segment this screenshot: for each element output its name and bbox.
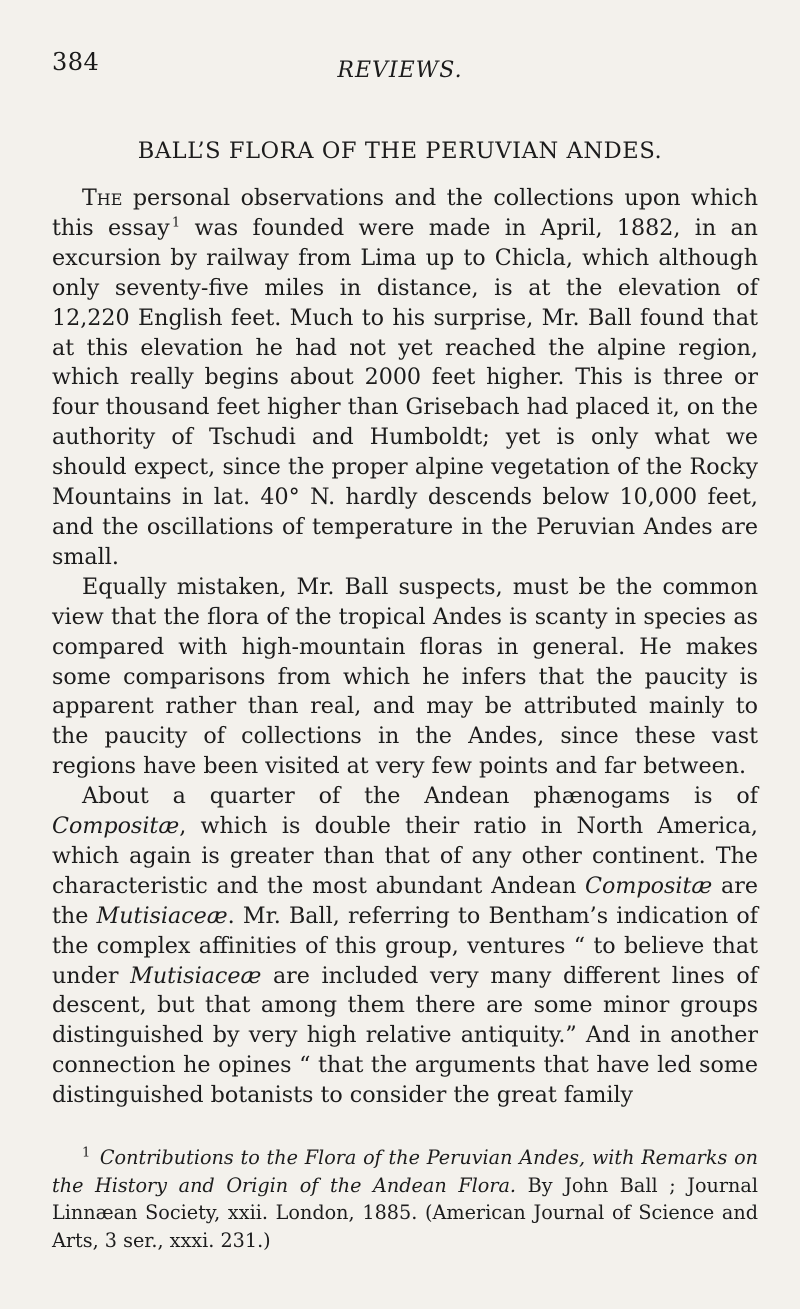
article-body	[52, 184, 758, 1111]
taxon-name: Mutisiaceæ	[96, 902, 228, 929]
footnotes	[52, 1144, 758, 1254]
paragraph-2: Equally mistaken, Mr. Ball suspects, must be the common view that the flora of the tropical Andes is scanty in species as compared with high-mountain floras in general. He makes some comparisons from which he infers that the paucity is apparent rather than real, and may be attributed mainly to the paucity of collections in the Andes, since these vast regions have been visited at very few points and far between.	[52, 573, 758, 780]
article-title: BALL’S FLORA OF THE PERUVIAN ANDES.	[137, 138, 663, 164]
taxon-name: Mutisiaceæ	[130, 962, 262, 989]
paragraph-text: , which is double their ratio in North America, which again is greater than that of any other continent. The characteristic and the most abundant Andean	[52, 813, 758, 899]
paragraph-1	[52, 184, 758, 573]
taxon-name: Compositæ	[52, 813, 180, 840]
footnote-cited-title: Contributions to the Flora of the Peruvian Andes, with Remarks on the History and Origin of the Andean Flora.	[52, 1146, 758, 1197]
paragraph-text: . Mr. Ball, referring to Bentham’s indication of the complex affinities of this group, ventures “ to believe that under	[52, 902, 759, 989]
page-number: 384	[52, 48, 100, 76]
paragraph-text: are included very many different lines of descent, but that among them there are some minor groups distinguished by very high relative antiquity.” And in another connection he opines “ that the arguments that have led some distinguished botanists to consider the great family	[52, 962, 759, 1109]
footnote-1	[52, 1144, 758, 1254]
paragraph-text: was founded were made in April, 1882, in an excursion by railway from Lima up to Chicla, which although only seventy-five miles in distance, is at the elevation of 12,220 English feet. Much to his surprise, Mr. Ball found that at this elevation he had not yet reached the alpine region, which really begins about 2000 feet higher. This is three or four thousand feet higher than Grisebach had placed it, on the authority of Tschudi and Humboldt; yet is only what we should expect, since the proper alpine vegetation of the Rocky Mountains in lat. 40° N. hardly descends below 10,000 feet, and the oscillations of temperature in the Peruvian Andes are small.	[52, 214, 758, 570]
paragraph-3	[52, 782, 758, 1111]
opening-word: The	[82, 185, 123, 211]
running-head: REVIEWS.	[337, 58, 463, 83]
footnote-citation: By John Ball ; Journal Linnæan Society, xxii. London, 1885. (American Journal of Science and Arts, 3 ser., xxxi. 231.)	[52, 1173, 758, 1252]
taxon-name: Compositæ	[585, 872, 713, 899]
paragraph-text: About a quarter of the Andean phænogams is of	[82, 783, 758, 810]
footnote-reference[interactable]: 1	[171, 215, 181, 231]
footnote-marker: 1	[82, 1145, 91, 1161]
paragraph-text: are the	[52, 872, 758, 929]
paragraph-text: personal observations and the collections upon which this essay	[52, 185, 758, 241]
